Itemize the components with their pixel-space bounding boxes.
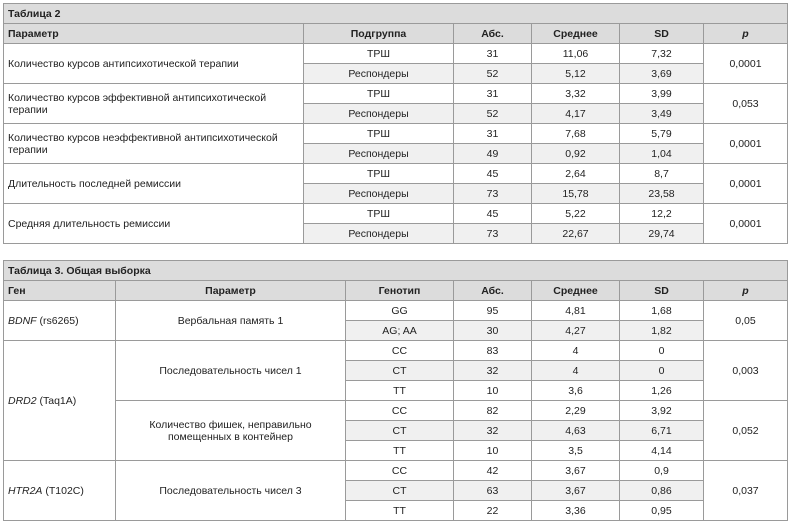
genotype-cell: CT xyxy=(346,421,454,441)
sd-cell: 5,79 xyxy=(620,124,704,144)
sd-cell: 1,26 xyxy=(620,381,704,401)
abs-cell: 10 xyxy=(454,381,532,401)
p-value-cell: 0,0001 xyxy=(704,204,788,244)
abs-cell: 52 xyxy=(454,64,532,84)
sd-cell: 1,68 xyxy=(620,301,704,321)
subgroup-cell: ТРШ xyxy=(304,164,454,184)
mean-cell: 4,81 xyxy=(532,301,620,321)
abs-cell: 22 xyxy=(454,501,532,521)
parameter-cell: Количество фишек, неправильно помещенных в контейнер xyxy=(116,401,346,461)
abs-cell: 49 xyxy=(454,144,532,164)
table-3-caption: Таблица 3. Общая выборка xyxy=(4,261,788,281)
abs-cell: 32 xyxy=(454,361,532,381)
mean-cell: 3,67 xyxy=(532,461,620,481)
sd-cell: 6,71 xyxy=(620,421,704,441)
p-value-cell: 0,037 xyxy=(704,461,788,521)
subgroup-cell: Респондеры xyxy=(304,224,454,244)
mean-cell: 3,5 xyxy=(532,441,620,461)
abs-cell: 45 xyxy=(454,204,532,224)
mean-cell: 2,64 xyxy=(532,164,620,184)
sd-cell: 3,49 xyxy=(620,104,704,124)
genotype-cell: AG; AA xyxy=(346,321,454,341)
sd-cell: 7,32 xyxy=(620,44,704,64)
sd-cell: 3,92 xyxy=(620,401,704,421)
parameter-cell: Последовательность чисел 1 xyxy=(116,341,346,401)
header-subgroup: Подгруппа xyxy=(304,24,454,44)
table-row xyxy=(4,124,788,144)
table-row xyxy=(4,84,788,104)
gene-cell xyxy=(4,461,116,521)
header-p: p xyxy=(704,24,788,44)
sd-cell: 3,69 xyxy=(620,64,704,84)
table-2-caption: Таблица 2 xyxy=(4,4,788,24)
gene-cell xyxy=(4,301,116,341)
header-gene: Ген xyxy=(4,281,116,301)
abs-cell: 52 xyxy=(454,104,532,124)
sd-cell: 12,2 xyxy=(620,204,704,224)
sd-cell: 0,9 xyxy=(620,461,704,481)
gene-variant: (rs6265) xyxy=(36,314,79,327)
parameter-cell: Количество курсов эффективной антипсихотической терапии xyxy=(4,84,304,124)
header-abs: Абс. xyxy=(454,281,532,301)
header-sd: SD xyxy=(620,281,704,301)
genotype-cell: TT xyxy=(346,441,454,461)
sd-cell: 1,82 xyxy=(620,321,704,341)
abs-cell: 83 xyxy=(454,341,532,361)
table-row xyxy=(4,461,788,481)
genotype-cell: TT xyxy=(346,501,454,521)
abs-cell: 63 xyxy=(454,481,532,501)
mean-cell: 11,06 xyxy=(532,44,620,64)
header-p: p xyxy=(704,281,788,301)
subgroup-cell: Респондеры xyxy=(304,144,454,164)
table-3-body xyxy=(4,301,788,521)
p-value-cell: 0,05 xyxy=(704,301,788,341)
genotype-cell: CC xyxy=(346,341,454,361)
gene-variant: (T102C) xyxy=(42,484,84,497)
abs-cell: 10 xyxy=(454,441,532,461)
mean-cell: 22,67 xyxy=(532,224,620,244)
header-genotype: Генотип xyxy=(346,281,454,301)
mean-cell: 2,29 xyxy=(532,401,620,421)
genotype-cell: GG xyxy=(346,301,454,321)
mean-cell: 4,17 xyxy=(532,104,620,124)
parameter-cell: Последовательность чисел 3 xyxy=(116,461,346,521)
parameter-cell: Количество курсов неэффективной антипсихотической терапии xyxy=(4,124,304,164)
parameter-cell: Длительность последней ремиссии xyxy=(4,164,304,204)
abs-cell: 31 xyxy=(454,124,532,144)
abs-cell: 31 xyxy=(454,44,532,64)
header-sd: SD xyxy=(620,24,704,44)
sd-cell: 0 xyxy=(620,341,704,361)
genotype-cell: TT xyxy=(346,381,454,401)
abs-cell: 95 xyxy=(454,301,532,321)
table-3 xyxy=(3,260,788,521)
sd-cell: 0,95 xyxy=(620,501,704,521)
header-mean: Среднее xyxy=(532,24,620,44)
genotype-cell: CT xyxy=(346,361,454,381)
header-parameter: Параметр xyxy=(116,281,346,301)
table-2-body xyxy=(4,44,788,244)
table-row xyxy=(4,164,788,184)
sd-cell: 29,74 xyxy=(620,224,704,244)
subgroup-cell: Респондеры xyxy=(304,104,454,124)
gene-variant: (Taq1A) xyxy=(36,394,77,407)
abs-cell: 73 xyxy=(454,184,532,204)
sd-cell: 3,99 xyxy=(620,84,704,104)
mean-cell: 7,68 xyxy=(532,124,620,144)
mean-cell: 15,78 xyxy=(532,184,620,204)
mean-cell: 3,36 xyxy=(532,501,620,521)
sd-cell: 0 xyxy=(620,361,704,381)
subgroup-cell: Респондеры xyxy=(304,184,454,204)
abs-cell: 73 xyxy=(454,224,532,244)
subgroup-cell: ТРШ xyxy=(304,44,454,64)
header-abs: Абс. xyxy=(454,24,532,44)
p-value-cell: 0,0001 xyxy=(704,164,788,204)
p-value-cell: 0,003 xyxy=(704,341,788,401)
gene-cell xyxy=(4,341,116,461)
sd-cell: 23,58 xyxy=(620,184,704,204)
sd-cell: 1,04 xyxy=(620,144,704,164)
mean-cell: 3,6 xyxy=(532,381,620,401)
p-value-cell: 0,053 xyxy=(704,84,788,124)
abs-cell: 42 xyxy=(454,461,532,481)
table-row xyxy=(4,44,788,64)
abs-cell: 45 xyxy=(454,164,532,184)
mean-cell: 3,67 xyxy=(532,481,620,501)
genotype-cell: CC xyxy=(346,461,454,481)
p-value-cell: 0,0001 xyxy=(704,124,788,164)
gene-name: BDNF xyxy=(8,314,37,327)
mean-cell: 4,63 xyxy=(532,421,620,441)
table-row xyxy=(4,204,788,224)
abs-cell: 82 xyxy=(454,401,532,421)
table-row xyxy=(4,341,788,361)
genotype-cell: CC xyxy=(346,401,454,421)
genotype-cell: CT xyxy=(346,481,454,501)
sd-cell: 4,14 xyxy=(620,441,704,461)
parameter-cell: Вербальная память 1 xyxy=(116,301,346,341)
mean-cell: 0,92 xyxy=(532,144,620,164)
table-2 xyxy=(3,3,788,244)
sd-cell: 8,7 xyxy=(620,164,704,184)
sd-cell: 0,86 xyxy=(620,481,704,501)
subgroup-cell: ТРШ xyxy=(304,204,454,224)
abs-cell: 32 xyxy=(454,421,532,441)
subgroup-cell: Респондеры xyxy=(304,64,454,84)
p-value-cell: 0,0001 xyxy=(704,44,788,84)
mean-cell: 4 xyxy=(532,341,620,361)
header-mean: Среднее xyxy=(532,281,620,301)
mean-cell: 5,12 xyxy=(532,64,620,84)
gene-name: HTR2A xyxy=(8,484,43,497)
parameter-cell: Количество курсов антипсихотической терапии xyxy=(4,44,304,84)
parameter-cell: Средняя длительность ремиссии xyxy=(4,204,304,244)
gene-name: DRD2 xyxy=(8,394,37,407)
abs-cell: 30 xyxy=(454,321,532,341)
mean-cell: 5,22 xyxy=(532,204,620,224)
subgroup-cell: ТРШ xyxy=(304,84,454,104)
p-value-cell: 0,052 xyxy=(704,401,788,461)
table-row xyxy=(4,401,788,421)
header-parameter: Параметр xyxy=(4,24,304,44)
mean-cell: 4,27 xyxy=(532,321,620,341)
mean-cell: 4 xyxy=(532,361,620,381)
mean-cell: 3,32 xyxy=(532,84,620,104)
table-row xyxy=(4,301,788,321)
subgroup-cell: ТРШ xyxy=(304,124,454,144)
abs-cell: 31 xyxy=(454,84,532,104)
